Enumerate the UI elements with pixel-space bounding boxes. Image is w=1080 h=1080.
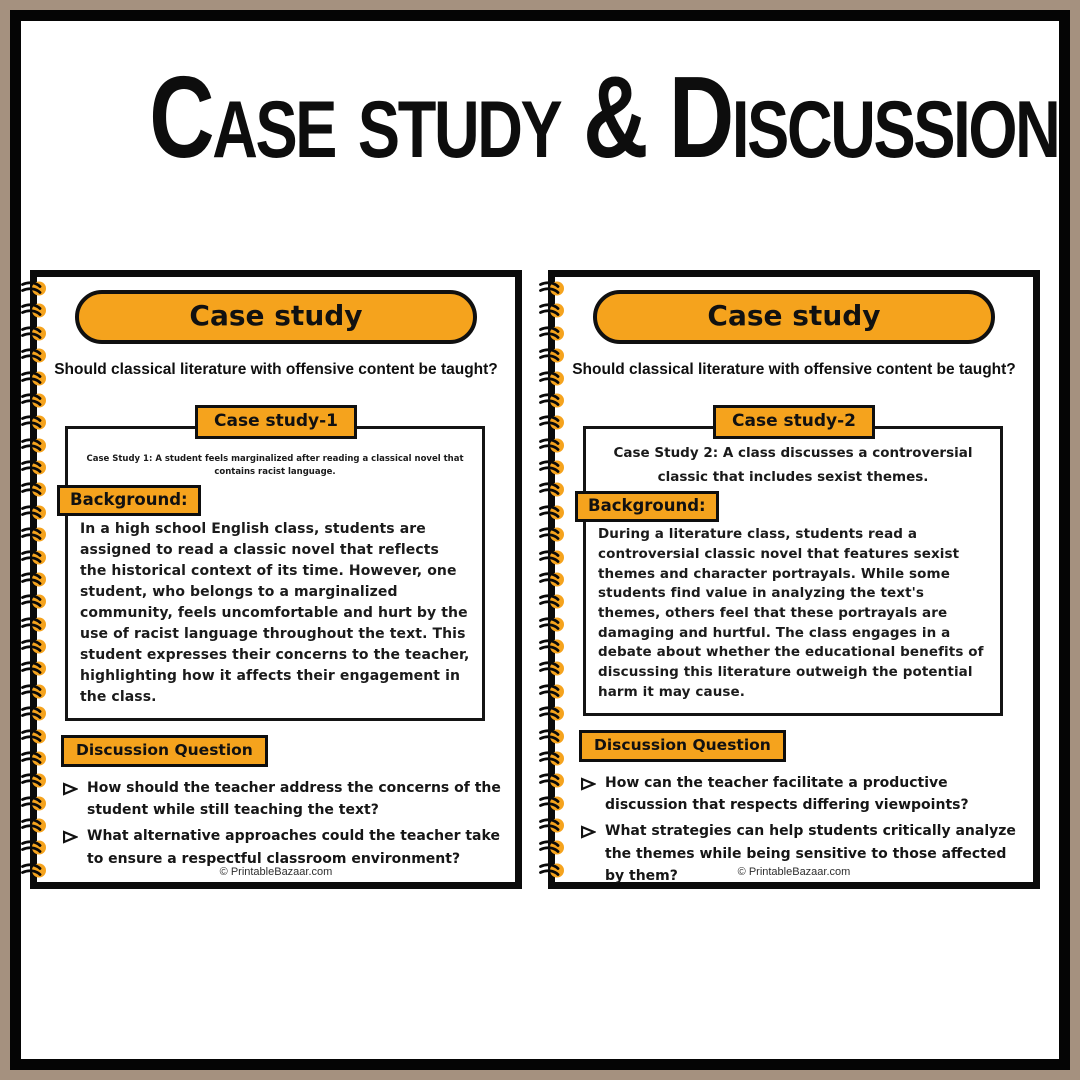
coil-loop-icon — [21, 415, 48, 430]
coil-loop-icon — [539, 729, 566, 744]
coil-loop-icon — [539, 594, 566, 609]
coil-loop-icon — [539, 751, 566, 766]
arrow-bullet-icon — [63, 825, 87, 848]
card-header-banner — [75, 290, 477, 344]
card-subtitle: Should classical literature with offensive content be taught? — [54, 361, 498, 378]
card-header-banner — [593, 290, 995, 344]
card-header-label: Case study — [189, 299, 363, 332]
card-header-label: Case study — [707, 299, 881, 332]
coil-loop-icon — [539, 773, 566, 788]
coil-loop-icon — [539, 796, 566, 811]
question-text: What strategies can help students critically analyze the themes while being sensitive to those affected by them? — [605, 823, 1016, 885]
coil-loop-icon — [21, 572, 48, 587]
case-description-box — [65, 426, 485, 721]
coil-loop-icon — [21, 460, 48, 475]
list-item — [63, 825, 505, 870]
watermark: © PrintableBazaar.com — [737, 866, 851, 878]
coil-loop-icon — [21, 661, 48, 676]
coil-loop-icon — [539, 482, 566, 497]
coil-loop-icon — [539, 617, 566, 632]
coil-loop-icon — [539, 527, 566, 542]
coil-loop-icon — [539, 840, 566, 855]
coil-loop-icon — [539, 550, 566, 565]
coil-loop-icon — [21, 617, 48, 632]
arrow-bullet-icon — [581, 820, 605, 843]
question-text: What alternative approaches could the teacher take to ensure a respectful classroom environment? — [87, 828, 500, 867]
coil-loop-icon — [21, 594, 48, 609]
case-study-card-2 — [548, 270, 1040, 889]
coil-loop-icon — [21, 550, 48, 565]
arrow-bullet-icon — [581, 772, 605, 795]
page-frame — [10, 10, 1070, 1070]
case-intro-text: Case Study 2: A class discusses a controversial classic that includes sexist themes. — [613, 445, 973, 485]
watermark: © PrintableBazaar.com — [219, 866, 333, 878]
question-list — [63, 777, 505, 871]
coil-loop-icon — [21, 281, 48, 296]
coil-loop-icon — [21, 505, 48, 520]
question-text: How should the teacher address the concerns of the student while still teaching the text? — [87, 779, 501, 818]
case-intro-text: Case Study 1: A student feels marginalized after reading a classical novel that contains racist language. — [86, 454, 464, 477]
coil-loop-icon — [21, 818, 48, 833]
card-subtitle: Should classical literature with offensive content be taught? — [572, 361, 1016, 378]
coil-loop-icon — [21, 796, 48, 811]
coil-loop-icon — [21, 527, 48, 542]
background-text: During a literature class, students read a controversial classic novel that features sexist themes and character portrayals. While some students find value in analyzing the text's themes, others feel that these portrayals are damaging and hurtful. The class engages in a debate about whether the educational benefits of discussing this literature outweigh the potential harm it may cause. — [598, 526, 984, 700]
coil-loop-icon — [21, 729, 48, 744]
discussion-question-label: Discussion Question — [579, 730, 786, 762]
discussion-question-label: Discussion Question — [61, 735, 268, 767]
background-label: Background: — [575, 491, 719, 522]
coil-loop-icon — [21, 706, 48, 721]
coil-loop-icon — [21, 773, 48, 788]
coil-loop-icon — [21, 751, 48, 766]
list-item — [581, 772, 1023, 817]
coil-loop-icon — [539, 706, 566, 721]
case-study-tag: Case study-1 — [195, 405, 357, 439]
case-study-tag: Case study-2 — [713, 405, 875, 439]
arrow-bullet-icon — [63, 777, 87, 800]
background-text: In a high school English class, students are assigned to read a classic novel that reflects the historical context of its time. However, one student, who belongs to a marginalized community, feels uncomfortable and hurt by the use of racist language throughout the text. This student expresses their concerns to the teacher, highlighting how it affects their engagement in the class. — [80, 520, 470, 705]
coil-loop-icon — [539, 415, 566, 430]
page-title — [21, 52, 1059, 182]
question-text: How can the teacher facilitate a productive discussion that respects differing viewpoints? — [605, 774, 969, 813]
coil-loop-icon — [539, 438, 566, 453]
page-title-text: Case study & Discussion — [149, 52, 1059, 182]
coil-loop-icon — [539, 818, 566, 833]
coil-loop-icon — [539, 505, 566, 520]
coil-loop-icon — [539, 460, 566, 475]
coil-loop-icon — [539, 281, 566, 296]
coil-loop-icon — [539, 639, 566, 654]
coil-loop-icon — [21, 326, 48, 341]
coil-loop-icon — [21, 684, 48, 699]
coil-loop-icon — [539, 684, 566, 699]
coil-loop-icon — [21, 438, 48, 453]
coil-loop-icon — [539, 572, 566, 587]
list-item — [63, 777, 505, 822]
coil-loop-icon — [21, 393, 48, 408]
coil-loop-icon — [539, 326, 566, 341]
coil-loop-icon — [21, 840, 48, 855]
case-study-card-1 — [30, 270, 522, 889]
case-description-box — [583, 426, 1003, 716]
coil-loop-icon — [21, 482, 48, 497]
coil-loop-icon — [539, 393, 566, 408]
background-label: Background: — [57, 485, 201, 516]
coil-loop-icon — [21, 639, 48, 654]
coil-loop-icon — [539, 661, 566, 676]
coil-loop-icon — [539, 303, 566, 318]
coil-loop-icon — [21, 303, 48, 318]
